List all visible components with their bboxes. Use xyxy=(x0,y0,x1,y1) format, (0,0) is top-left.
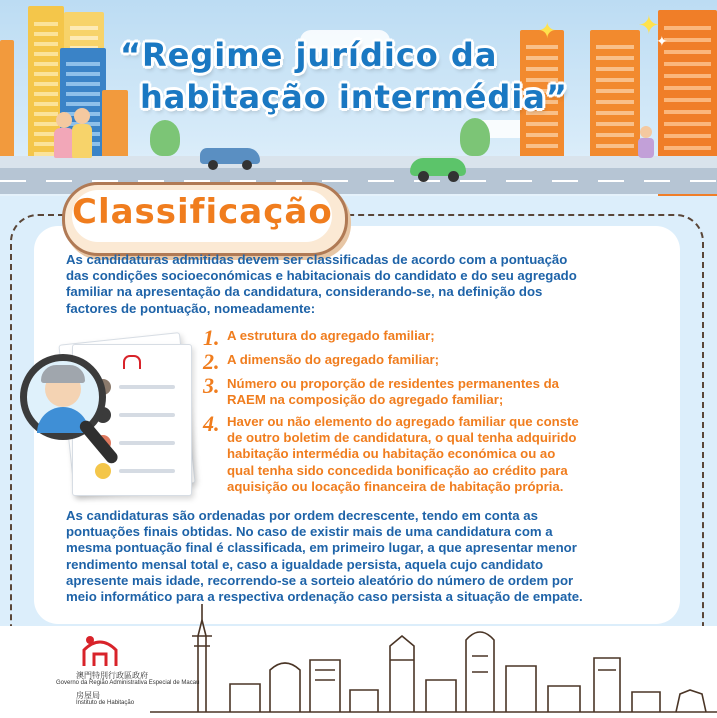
ordering-line: mesma pontuação final é classificada, em primeiro lugar, a que apresentar menor xyxy=(66,540,577,556)
building xyxy=(102,90,128,160)
section-heading: Classificação xyxy=(72,192,333,232)
skyline-illustration xyxy=(150,600,717,718)
factor-number: 3. xyxy=(203,373,220,398)
sparkle-icon: ✦ xyxy=(656,33,668,49)
building xyxy=(590,30,640,160)
factor-item xyxy=(203,325,621,350)
factor-text: A estrutura do agregado familiar; xyxy=(227,328,435,343)
tree xyxy=(460,118,490,156)
intro-line: As candidaturas admitidas devem ser classificadas de acordo com a pontuação xyxy=(66,252,568,267)
sparkle-icon: ✦ xyxy=(538,18,557,43)
intro-line: das condições socioeconómicas e habitacionais do candidato e do seu agregado xyxy=(66,268,577,284)
factor-item xyxy=(203,411,621,495)
avatar xyxy=(95,463,111,479)
page-title-line-2: habitação intermédia” xyxy=(140,78,568,116)
person xyxy=(72,124,92,158)
factor-number: 2. xyxy=(203,349,220,374)
ordering-paragraph xyxy=(66,508,670,605)
person xyxy=(74,108,90,124)
ordering-line: apresente mais idade, recorrendo-se a sorteio aleatório do número de ordem por xyxy=(66,572,574,588)
ordering-line: pontuações finais obtidas. No caso de existir mais de uma candidatura com a xyxy=(66,524,553,540)
house-icon xyxy=(123,355,141,369)
car xyxy=(200,148,260,164)
car xyxy=(410,158,466,176)
person xyxy=(640,126,652,138)
intro-line: factores de pontuação, nomeadamente: xyxy=(66,300,316,316)
gov-name-zh: 澳門特別行政區政府 xyxy=(76,671,148,680)
person xyxy=(56,112,72,128)
person xyxy=(54,128,74,158)
government-logo xyxy=(56,632,200,712)
sparkle-icon: ✦ xyxy=(638,10,660,40)
factor-number: 4. xyxy=(203,411,220,436)
intro-paragraph xyxy=(66,252,666,317)
factor-text: A dimensão do agregado familiar; xyxy=(227,352,440,367)
sidewalk xyxy=(0,156,717,168)
ordering-line: rendimento mensal total e, caso a igualdade persista, aquela cujo candidato xyxy=(66,556,544,572)
factor-number: 1. xyxy=(203,325,220,350)
institute-name-zh: 房屋局 xyxy=(76,691,100,700)
factor-text: Haver ou não elemento do agregado familiar que conste de outro boletim de candidatura, o qual tenha adquirido habitação intermédia ou habitação económica ou ao qual tenha sido concedida bonificação ao crédito para aquisição ou locação financeira de habitação própria. xyxy=(227,414,579,494)
tree xyxy=(150,120,180,156)
gov-name-pt: Governo da Região Administrativa Especial de Macau xyxy=(56,680,200,686)
header-illustration xyxy=(0,0,717,200)
intro-line: familiar na apresentação da candidatura, considerando-se, na definição dos xyxy=(66,284,543,300)
person xyxy=(638,138,654,158)
ordering-line: As candidaturas são ordenadas por ordem decrescente, tendo em conta as xyxy=(66,508,538,523)
page-title-line-1: “Regime jurídico da xyxy=(120,36,498,74)
building xyxy=(0,40,14,170)
document-illustration xyxy=(18,330,198,500)
factor-text: Número ou proporção de residentes permanentes da RAEM na composição do agregado familiar; xyxy=(227,376,559,408)
factor-item xyxy=(203,373,621,408)
house-logo-icon xyxy=(78,632,122,668)
factor-item xyxy=(203,349,621,374)
institute-name-pt: Instituto de Habitação xyxy=(76,700,135,706)
ordering-line: meio informático para a respectiva ordenação caso persista a situação de empate. xyxy=(66,589,583,605)
